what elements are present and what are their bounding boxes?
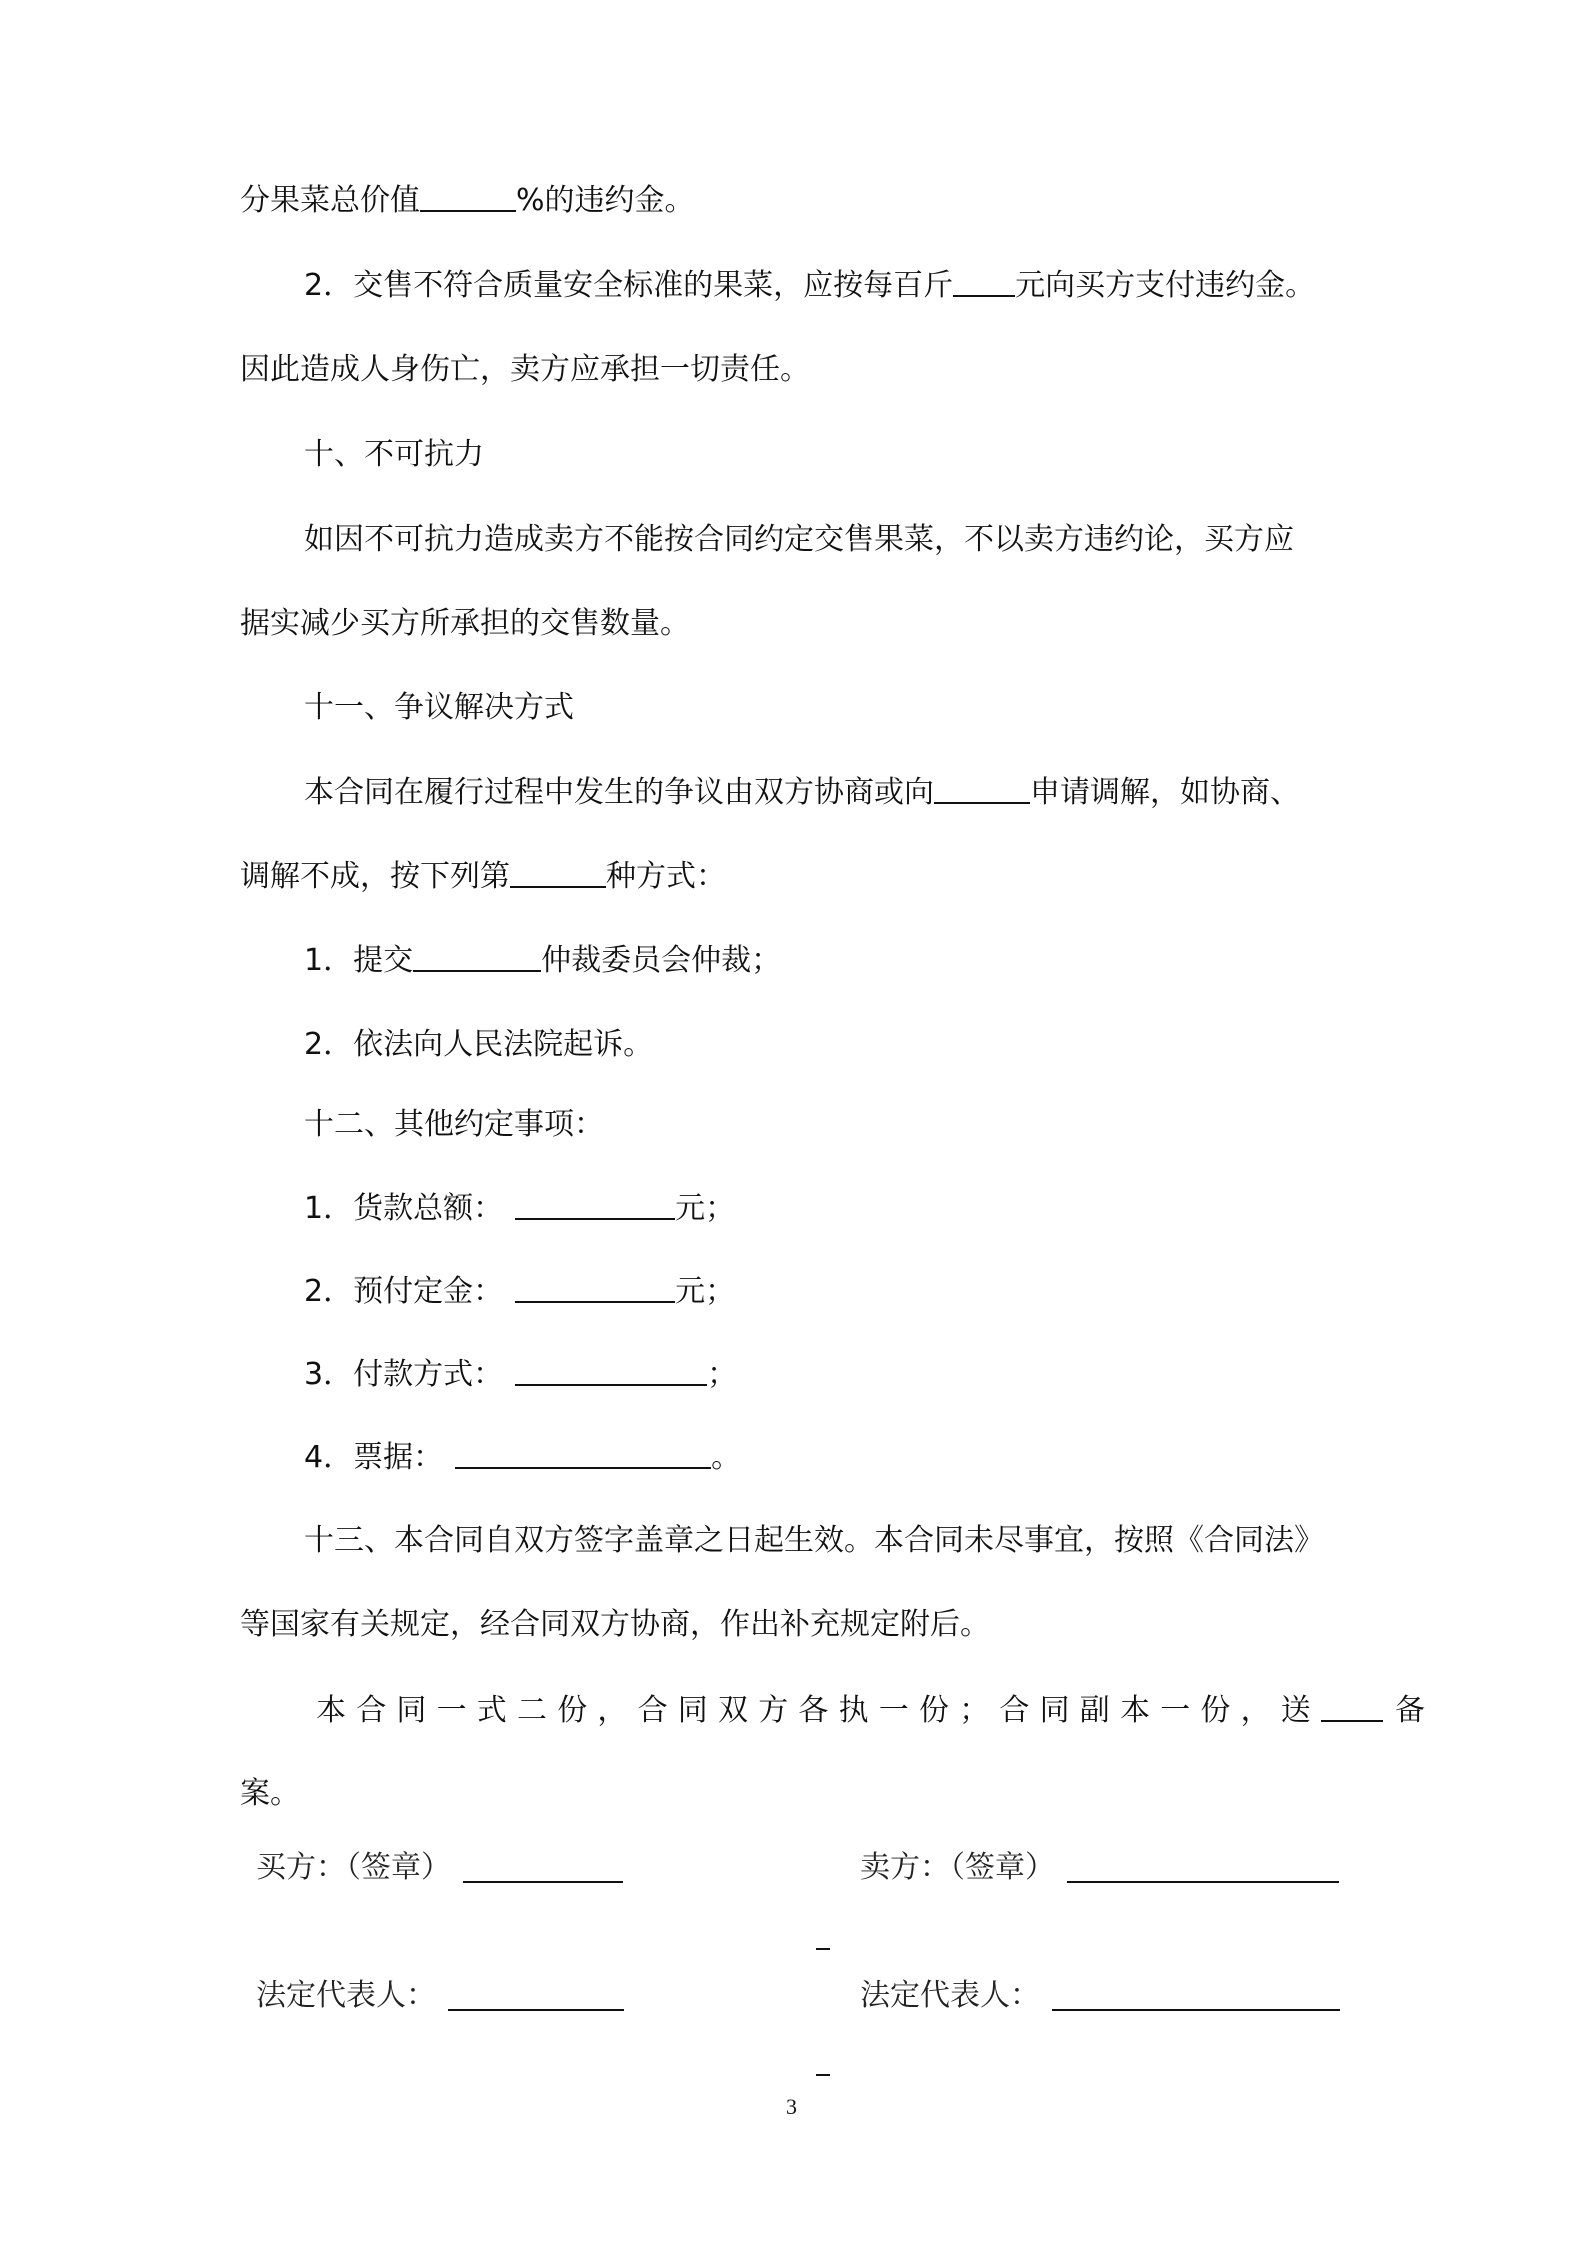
invoice-blank[interactable] (455, 1437, 711, 1469)
text: 因此造成人身伤亡，卖方应承担一切责任。 (240, 352, 810, 387)
text: 十一、争议解决方式 (304, 690, 574, 725)
text: 元； (675, 1191, 736, 1226)
penalty-percentage-line (240, 180, 695, 221)
filing-office-blank[interactable] (1321, 1690, 1383, 1722)
text: 如因不可抗力造成卖方不能按合同约定交售果菜，不以卖方违约论，买方应 (304, 522, 1294, 557)
mediator-blank[interactable] (934, 772, 1030, 804)
text: 仲裁委员会仲裁； (541, 943, 782, 978)
seller-rep-label: 法定代表人： (860, 1979, 1040, 2012)
percentage-blank[interactable] (420, 180, 516, 212)
text: 备 (1395, 1693, 1425, 1728)
text: 2．预付定金： (304, 1274, 504, 1309)
buyer-rep-blank[interactable] (448, 1979, 624, 2011)
text: 分果菜总价值 (240, 183, 420, 218)
text: 本合同一式二份，合同双方各执一份；合同副本一份，送 (316, 1693, 1321, 1728)
seller-label: 卖方：（签章） (860, 1851, 1055, 1884)
section-13-line-1 (304, 1521, 1324, 1561)
copies-line-end (240, 1774, 300, 1814)
section-11-title (304, 688, 574, 728)
dispute-line-2 (240, 856, 726, 897)
total-payment-blank[interactable] (515, 1188, 675, 1220)
buyer-signature-blank[interactable] (463, 1851, 623, 1883)
text: 元； (675, 1274, 736, 1309)
text: 据实减少买方所承担的交售数量。 (240, 606, 690, 641)
text: 4．票据： (304, 1440, 444, 1475)
text: %的违约金。 (516, 183, 695, 218)
text: ； (707, 1357, 738, 1392)
deposit-item (304, 1271, 735, 1312)
seller-signature-blank[interactable] (1067, 1851, 1339, 1883)
method-number-blank[interactable] (510, 856, 606, 888)
text: 。 (711, 1440, 742, 1475)
text: 1．货款总额： (304, 1191, 504, 1226)
payment-method-item (304, 1354, 737, 1395)
arbitration-committee-blank[interactable] (413, 940, 541, 972)
text: 申请调解，如协商、 (1030, 775, 1300, 810)
seller-signature (860, 1848, 1339, 1888)
buyer-label: 买方：（签章） (256, 1851, 451, 1884)
force-majeure-line-2 (240, 604, 690, 644)
arbitration-option (304, 940, 781, 981)
liability-line (240, 350, 810, 390)
seller-representative (860, 1976, 1340, 2016)
text: 2．依法向人民法院起诉。 (304, 1027, 654, 1062)
text: 十三、本合同自双方签字盖章之日起生效。本合同未尽事宜，按照《合同法》 (304, 1523, 1324, 1558)
section-12-title (304, 1105, 604, 1145)
clause-2-line (304, 265, 1315, 306)
text: 调解不成，按下列第 (240, 859, 510, 894)
payment-method-blank[interactable] (515, 1354, 707, 1386)
court-option (304, 1025, 653, 1065)
divider-mark (816, 2074, 830, 2076)
deposit-blank[interactable] (515, 1271, 675, 1303)
text: 十、不可抗力 (304, 437, 484, 472)
section-10-title (304, 435, 484, 475)
penalty-per-jin-blank[interactable] (953, 265, 1015, 297)
force-majeure-line-1 (304, 520, 1294, 560)
text: 种方式： (606, 859, 726, 894)
copies-line (316, 1690, 1425, 1731)
buyer-signature (256, 1848, 623, 1888)
buyer-representative (256, 1976, 624, 2016)
page-number: 3 (786, 2094, 797, 2119)
text: 案。 (240, 1776, 300, 1811)
section-13-line-2 (240, 1605, 990, 1645)
invoice-item (304, 1437, 741, 1478)
text: 1．提交 (304, 943, 414, 978)
buyer-rep-label: 法定代表人： (256, 1979, 436, 2012)
text: 本合同在履行过程中发生的争议由双方协商或向 (304, 775, 934, 810)
text: 2．交售不符合质量安全标准的果菜，应按每百斤 (304, 268, 954, 303)
seller-rep-blank[interactable] (1052, 1979, 1340, 2011)
divider-mark (816, 1948, 830, 1950)
text: 3．付款方式： (304, 1357, 504, 1392)
total-payment-item (304, 1188, 735, 1229)
text: 等国家有关规定，经合同双方协商，作出补充规定附后。 (240, 1607, 990, 1642)
text: 元向买方支付违约金。 (1015, 268, 1316, 303)
dispute-line-1 (304, 772, 1300, 813)
text: 十二、其他约定事项： (304, 1107, 604, 1142)
